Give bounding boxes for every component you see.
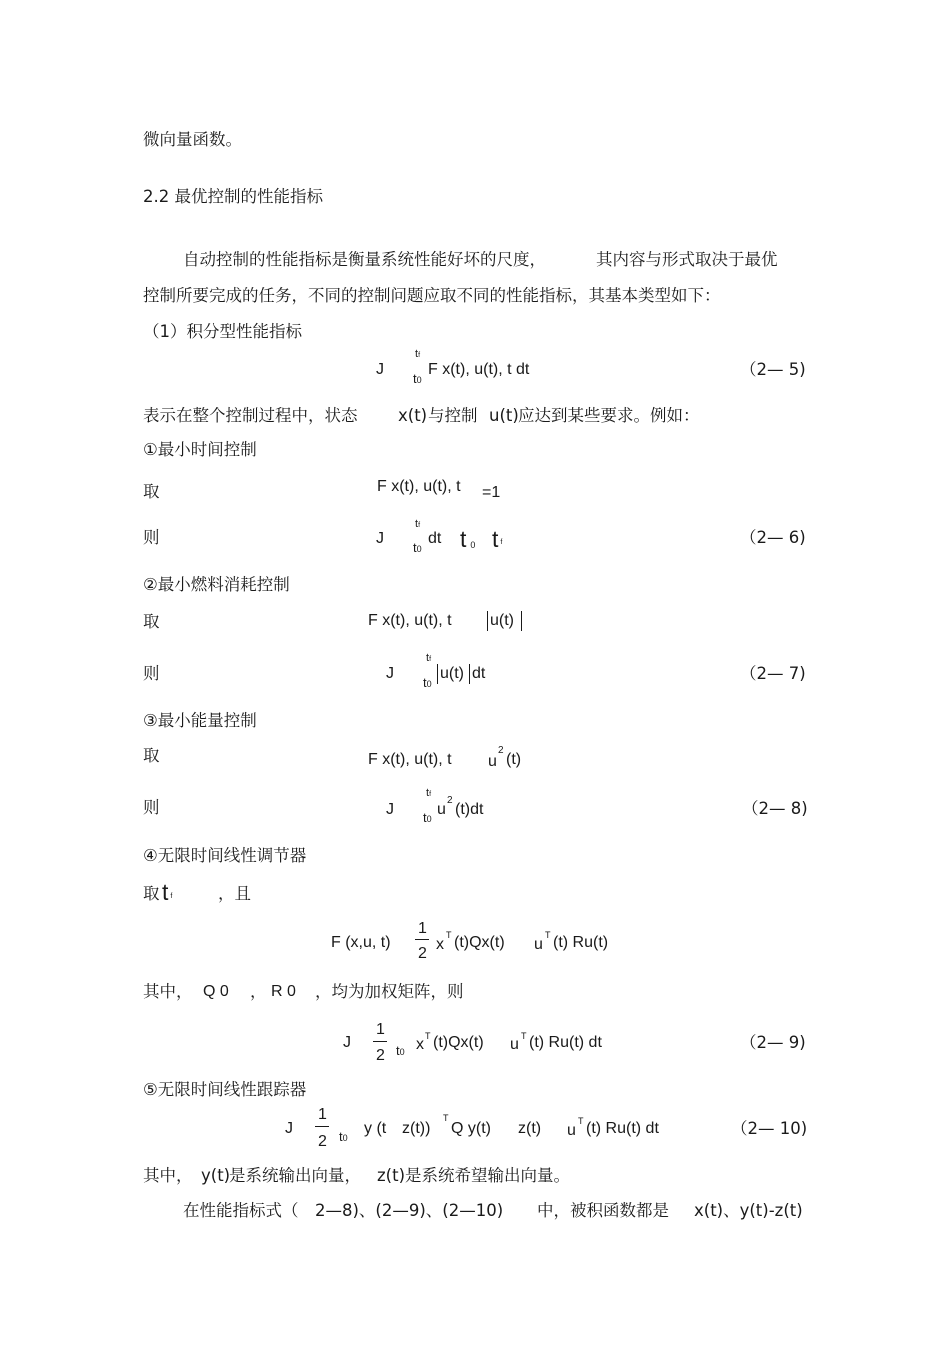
case-heading: ①最小时间控制: [143, 440, 257, 459]
upper-limit: tf: [415, 348, 421, 360]
math-J: J: [376, 361, 384, 378]
equation-number: （2— 5): [740, 360, 806, 379]
text-line: x(t)、y(t)-z(t): [694, 1201, 803, 1220]
transpose: T: [425, 1031, 431, 1041]
paragraph-line: 其内容与形式取决于最优: [596, 250, 778, 269]
F-def: F (x,u, t): [331, 934, 391, 951]
dt: dt: [428, 530, 442, 547]
math-J: J: [343, 1034, 351, 1051]
F-def: F x(t), u(t), t: [368, 751, 452, 768]
u-arg: (t): [506, 751, 522, 768]
Q-cond: Q 0: [203, 983, 229, 1000]
frac-num: 1: [318, 1106, 327, 1123]
transpose: T: [521, 1031, 527, 1041]
label-qu: 取: [143, 612, 160, 631]
transpose: T: [443, 1113, 449, 1123]
section-heading: 2.2 最优控制的性能指标: [143, 187, 323, 206]
equation-number: （2— 10): [731, 1119, 808, 1138]
F-def: F x(t), u(t), t: [368, 612, 452, 629]
lower-limit: t0: [339, 1129, 348, 1144]
u-squared: u: [488, 753, 497, 770]
z-term: z(t)): [402, 1120, 431, 1137]
list-item: （1）积分型性能指标: [143, 322, 302, 341]
quad-u: (t) Ru(t) dt: [529, 1034, 602, 1051]
case-heading: ⑤无限时间线性跟踪器: [143, 1080, 307, 1099]
abs-bar: [521, 611, 522, 631]
t0-big: t 0: [460, 526, 476, 552]
text-line: 在性能指标式（: [183, 1201, 299, 1220]
math-J: J: [386, 665, 394, 682]
text-line: ，均为加权矩阵，则: [315, 982, 464, 1001]
tf-big: tf: [162, 879, 173, 905]
lower-limit: t0: [396, 1043, 405, 1058]
label-ze: 则: [143, 798, 160, 817]
case-heading: ④无限时间线性调节器: [143, 846, 307, 865]
R-cond: R 0: [271, 983, 296, 1000]
quad-x: (t)Qx(t): [433, 1034, 484, 1051]
text-line: 应达到某些要求。例如：: [518, 406, 700, 425]
paragraph-line: 控制所要完成的任务，不同的控制问题应取不同的性能指标，其基本类型如下：: [143, 286, 721, 305]
equation-number: （2— 9): [740, 1033, 806, 1052]
integrand: F x(t), u(t), t dt: [428, 361, 530, 378]
label-qu: 取: [143, 746, 160, 765]
frac-den: 2: [318, 1133, 327, 1150]
exponent: 2: [447, 795, 453, 806]
lower-limit: t0: [423, 675, 432, 690]
transpose: T: [545, 930, 551, 940]
frac-den: 2: [418, 945, 427, 962]
u-squared: u: [437, 801, 446, 818]
frac-bar: [373, 1041, 387, 1042]
case-heading: ②最小燃料消耗控制: [143, 575, 290, 594]
abs-bar: [437, 664, 438, 684]
z-term: z(t): [518, 1120, 542, 1137]
quad-x: (t)Qx(t): [454, 934, 505, 951]
x-var: x: [416, 1036, 424, 1053]
label-ze: 则: [143, 664, 160, 683]
abs-bar: [487, 611, 488, 631]
tf-big: tf: [492, 526, 503, 552]
case-heading: ③最小能量控制: [143, 711, 257, 730]
Q-term: Q y(t): [451, 1120, 491, 1137]
text-line: 与控制: [428, 406, 478, 425]
text-line: 中，被积函数都是: [537, 1201, 669, 1220]
math-J: J: [285, 1120, 293, 1137]
comma: ，: [250, 982, 267, 1001]
lower-limit: t0: [413, 371, 422, 386]
label-qu: 取: [143, 482, 160, 501]
frac-den: 2: [376, 1047, 385, 1064]
F-def: F x(t), u(t), t: [377, 478, 461, 495]
u-var: u: [534, 936, 543, 953]
text-line: 2—8)、(2—9)、(2—10): [315, 1201, 504, 1220]
text-line: 是系统希望输出向量。: [405, 1166, 570, 1185]
lower-limit: t0: [413, 540, 422, 555]
text-line: 其中，: [143, 982, 193, 1001]
equation-number: （2— 7): [740, 664, 806, 683]
upper-limit: tf: [426, 652, 432, 664]
text-line: u(t): [489, 406, 519, 425]
text-line: z(t): [377, 1166, 406, 1185]
text-line: 微向量函数。: [143, 130, 242, 149]
F-value: =1: [482, 484, 501, 501]
text-line: 其中，: [143, 1166, 193, 1185]
text-qie: ，且: [218, 884, 251, 903]
equation-number: （2— 6): [740, 528, 806, 547]
abs-value: u(t): [440, 665, 464, 682]
integrand-rest: (t)dt: [455, 801, 484, 818]
frac-bar: [415, 939, 429, 940]
dt: dt: [472, 665, 486, 682]
x-var: x: [436, 936, 444, 953]
upper-limit: tf: [415, 518, 421, 530]
upper-limit: tf: [426, 787, 432, 799]
text-line: x(t): [398, 406, 428, 425]
abs-value: u(t): [490, 612, 514, 629]
lower-limit: t0: [423, 810, 432, 825]
frac-bar: [315, 1126, 329, 1127]
paragraph-line: 自动控制的性能指标是衡量系统性能好坏的尺度，: [183, 250, 546, 269]
transpose: T: [446, 930, 452, 940]
text-line: 表示在整个控制过程中，状态: [143, 406, 358, 425]
y-term: y (t: [364, 1120, 387, 1137]
exponent: 2: [498, 745, 504, 756]
math-J: J: [376, 530, 384, 547]
text-line: 是系统输出向量，: [229, 1166, 361, 1185]
text-line: y(t): [201, 1166, 231, 1185]
frac-num: 1: [418, 920, 427, 937]
u-var: u: [510, 1036, 519, 1053]
label-ze: 则: [143, 528, 160, 547]
label-qu: 取: [143, 884, 160, 903]
u-var: u: [567, 1122, 576, 1139]
quad-u: (t) Ru(t): [553, 934, 609, 951]
quad-u: (t) Ru(t) dt: [586, 1120, 659, 1137]
abs-bar: [469, 664, 470, 684]
frac-num: 1: [376, 1021, 385, 1038]
transpose: T: [578, 1116, 584, 1126]
equation-number: （2— 8): [742, 799, 808, 818]
math-J: J: [386, 801, 394, 818]
